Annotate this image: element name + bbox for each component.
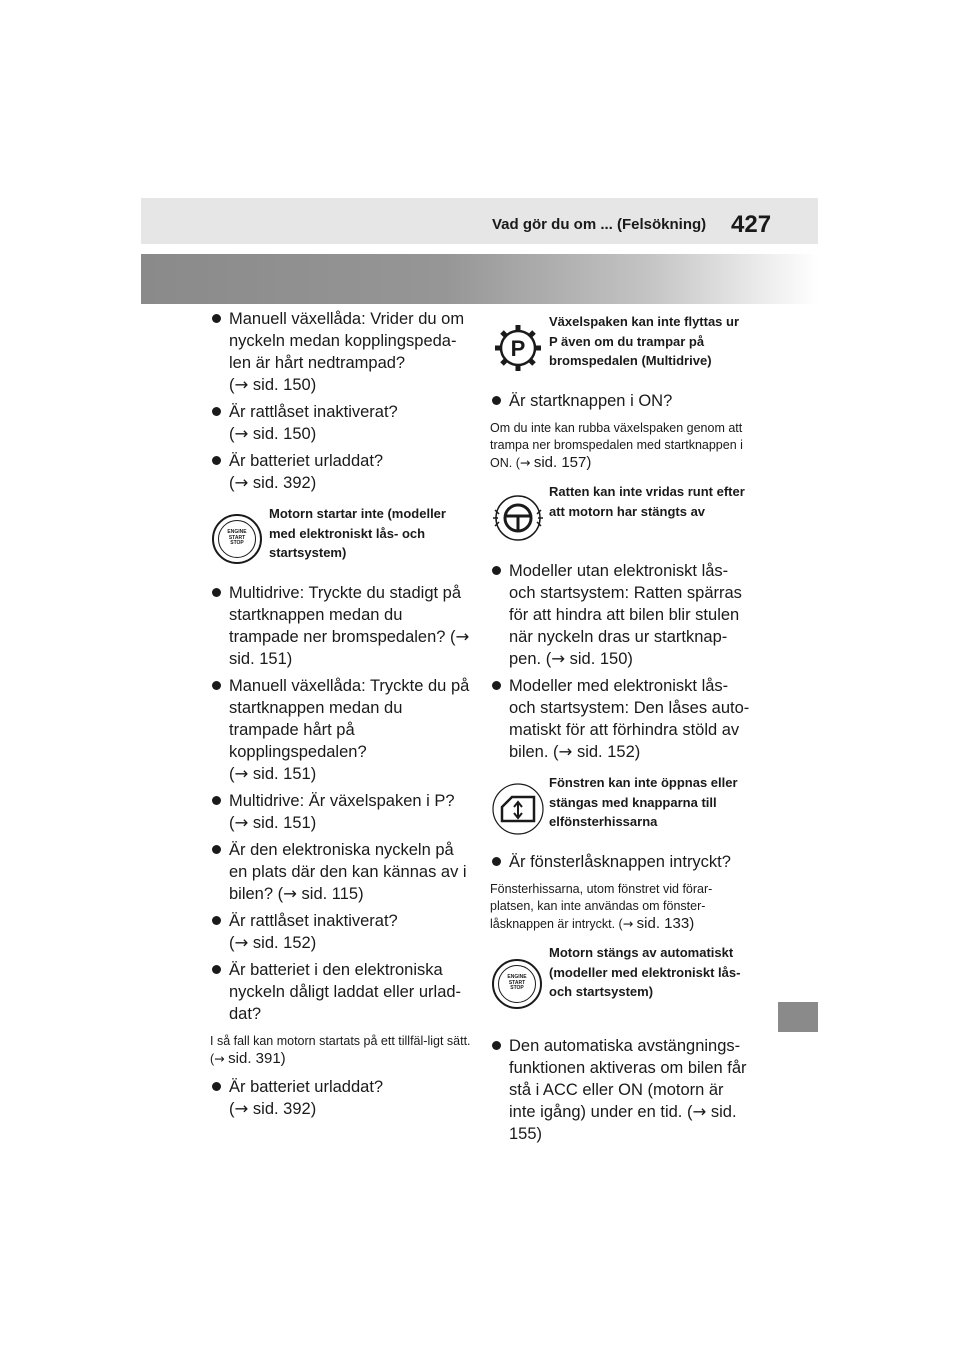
section-shift-lever-stuck: [490, 312, 752, 382]
page-reference[interactable]: sid. 133): [636, 915, 695, 932]
gear-p-icon: [490, 320, 546, 376]
page-reference[interactable]: sid. 392): [252, 1100, 317, 1118]
section-steering-locked: [490, 482, 752, 552]
item-text: Manuell växellåda: Vrider du om nyckeln medan kopplingspeda-len är hårt nedtrampad?: [229, 310, 465, 372]
arrow-icon: →: [234, 764, 249, 783]
page-reference[interactable]: sid. 150): [569, 650, 633, 668]
arrow-icon: →: [519, 455, 531, 470]
arrow-icon: →: [558, 742, 573, 761]
steering-lock-icon: [490, 490, 546, 546]
page-reference[interactable]: sid. 115): [301, 885, 364, 903]
list-item: [490, 675, 752, 763]
note-text: Fönsterhissarna, utom fönstret vid förar-platsen, kan inte användas om fönster-låsknappen är intryckt. (→ sid. 133): [490, 882, 713, 932]
section-title: Växelspaken kan inte flyttas ur P även om du trampar på bromspedalen (Multidrive): [549, 314, 740, 368]
arrow-icon: →: [622, 916, 634, 931]
bullet-dot-icon: [212, 965, 221, 974]
section-power-windows: [490, 773, 752, 843]
list-item: [490, 851, 752, 873]
item-text: Är batteriet i den elektroniska nyckeln dåligt laddat eller urlad-dat?: [229, 961, 462, 1023]
list-item: Är batteriet urladdat? (→ sid. 392): [210, 1076, 472, 1120]
item-text: Den automatiska avstängnings-funktionen aktiveras om bilen får stå i ACC eller ON (motorn är inte igång) under en tid. (: [509, 1037, 747, 1121]
page-reference[interactable]: sid. 151): [252, 765, 317, 783]
item-text: Är den elektroniska nyckeln på en plats där den kan kännas av i bilen? (: [229, 841, 467, 903]
section-title: Fönstren kan inte öppnas eller stängas med knapparna till elfönsterhissarna: [549, 775, 738, 829]
arrow-icon: →: [551, 649, 566, 668]
note-text: Om du inte kan rubba växelspaken genom att trampa ner bromspedalen med startknappen i ON. (→ sid. 157): [490, 421, 743, 471]
engine-start-stop-icon: ENGINE START STOP: [210, 512, 266, 568]
page-header-title: Vad gör du om ... (Felsökning): [492, 216, 707, 233]
list-item: [490, 1035, 752, 1145]
list-item: [490, 560, 752, 670]
bullet-dot-icon: [212, 916, 221, 925]
item-text: Är batteriet urladdat?: [229, 452, 384, 470]
bullet-dot-icon: [492, 681, 501, 690]
left-column: [210, 308, 472, 1125]
bullet-dot-icon: [212, 845, 221, 854]
power-window-icon: [490, 781, 546, 837]
section-title: Motorn stängs av automatiskt (modeller med elektroniskt lås- och startsystem): [549, 945, 741, 999]
page-reference[interactable]: sid. 392): [252, 474, 317, 492]
list-item: [210, 959, 472, 1025]
bullet-dot-icon: [212, 588, 221, 597]
list-item: Är batteriet urladdat? (→ sid. 392): [210, 450, 472, 494]
arrow-icon: →: [234, 813, 249, 832]
bullet-dot-icon: [212, 407, 221, 416]
item-text: Är batteriet urladdat?: [229, 1078, 384, 1096]
list-item: Manuell växellåda: Tryckte du på startknappen medan du trampade hårt på kopplingspedalen? (→ sid. 151): [210, 675, 472, 785]
item-text: Är fönsterlåsknappen intryckt?: [509, 853, 731, 871]
arrow-icon: →: [234, 424, 249, 443]
page-number: 427: [731, 211, 772, 238]
page-reference[interactable]: sid. 150): [252, 425, 317, 443]
bullet-dot-icon: [212, 681, 221, 690]
section-gradient-band: [141, 254, 818, 304]
section-engine-wont-start: [210, 504, 472, 574]
item-text: Multidrive: Är växelspaken i P?: [229, 792, 455, 810]
bullet-dot-icon: [492, 857, 501, 866]
page-reference[interactable]: sid. 152): [576, 743, 641, 761]
item-text: Modeller med elektroniskt lås- och startsystem: Den låses auto-matiskt för att förhindra stöld av bilen. (: [509, 677, 750, 761]
bullet-dot-icon: [212, 456, 221, 465]
right-column: [490, 306, 752, 1150]
page-reference[interactable]: sid. 155): [509, 1103, 737, 1143]
page-reference[interactable]: sid. 391): [228, 1050, 286, 1067]
list-item: [490, 390, 752, 412]
page-reference[interactable]: sid. 152): [252, 934, 317, 952]
item-text: Är rattlåset inaktiverat?: [229, 403, 398, 421]
list-item: Multidrive: Är växelspaken i P? (→ sid. 151): [210, 790, 472, 834]
page-reference[interactable]: sid. 151): [229, 650, 293, 668]
arrow-icon: →: [692, 1102, 707, 1121]
section-engine-auto-off: [490, 943, 752, 1027]
arrow-icon: →: [234, 473, 249, 492]
item-text: Är rattlåset inaktiverat?: [229, 912, 398, 930]
svg-text:P: P: [510, 336, 526, 361]
engine-start-stop-icon: ENGINE START STOP: [490, 957, 546, 1013]
section-title: Ratten kan inte vridas runt efter att motorn har stängts av: [549, 484, 745, 519]
arrow-icon: →: [214, 1051, 225, 1066]
arrow-icon: →: [283, 884, 297, 903]
note-text: I så fall kan motorn startats på ett tillfäl-ligt sätt. (→ sid. 391): [210, 1034, 471, 1067]
page-reference[interactable]: sid. 151): [252, 814, 317, 832]
item-text: Modeller utan elektroniskt lås- och startsystem: Ratten spärras för att hindra att bilen blir stulen när nyckeln dras ur startknap-pen. (: [509, 562, 742, 668]
item-text: Manuell växellåda: Tryckte du på startknappen medan du trampade hårt på kopplingspedalen?: [229, 677, 470, 761]
bullet-dot-icon: [492, 1041, 501, 1050]
item-text: Är startknappen i ON?: [509, 392, 673, 410]
page-reference[interactable]: sid. 150): [252, 376, 317, 394]
list-item: Manuell växellåda: Vrider du om nyckeln medan kopplingspeda-len är hårt nedtrampad? (→ sid. 150): [210, 308, 472, 396]
bullet-dot-icon: [492, 566, 501, 575]
bullet-dot-icon: [492, 396, 501, 405]
list-item: [210, 839, 472, 905]
bullet-dot-icon: [212, 314, 221, 323]
bullet-dot-icon: [212, 1082, 221, 1091]
item-text: Multidrive: Tryckte du stadigt på startknappen medan du trampade ner bromspedalen? (: [229, 584, 462, 646]
list-item: Är rattlåset inaktiverat? (→ sid. 152): [210, 910, 472, 954]
arrow-icon: →: [234, 375, 249, 394]
chapter-side-tab: [778, 1002, 818, 1032]
arrow-icon: →: [455, 627, 470, 646]
bullet-dot-icon: [212, 796, 221, 805]
page-reference[interactable]: sid. 157): [533, 454, 592, 471]
arrow-icon: →: [234, 1099, 249, 1118]
header-bar: [141, 198, 818, 244]
arrow-icon: →: [234, 933, 249, 952]
section-title: Motorn startar inte (modeller med elektroniskt lås- och startsystem): [269, 506, 446, 560]
list-item: [210, 582, 472, 670]
list-item: Är rattlåset inaktiverat? (→ sid. 150): [210, 401, 472, 445]
